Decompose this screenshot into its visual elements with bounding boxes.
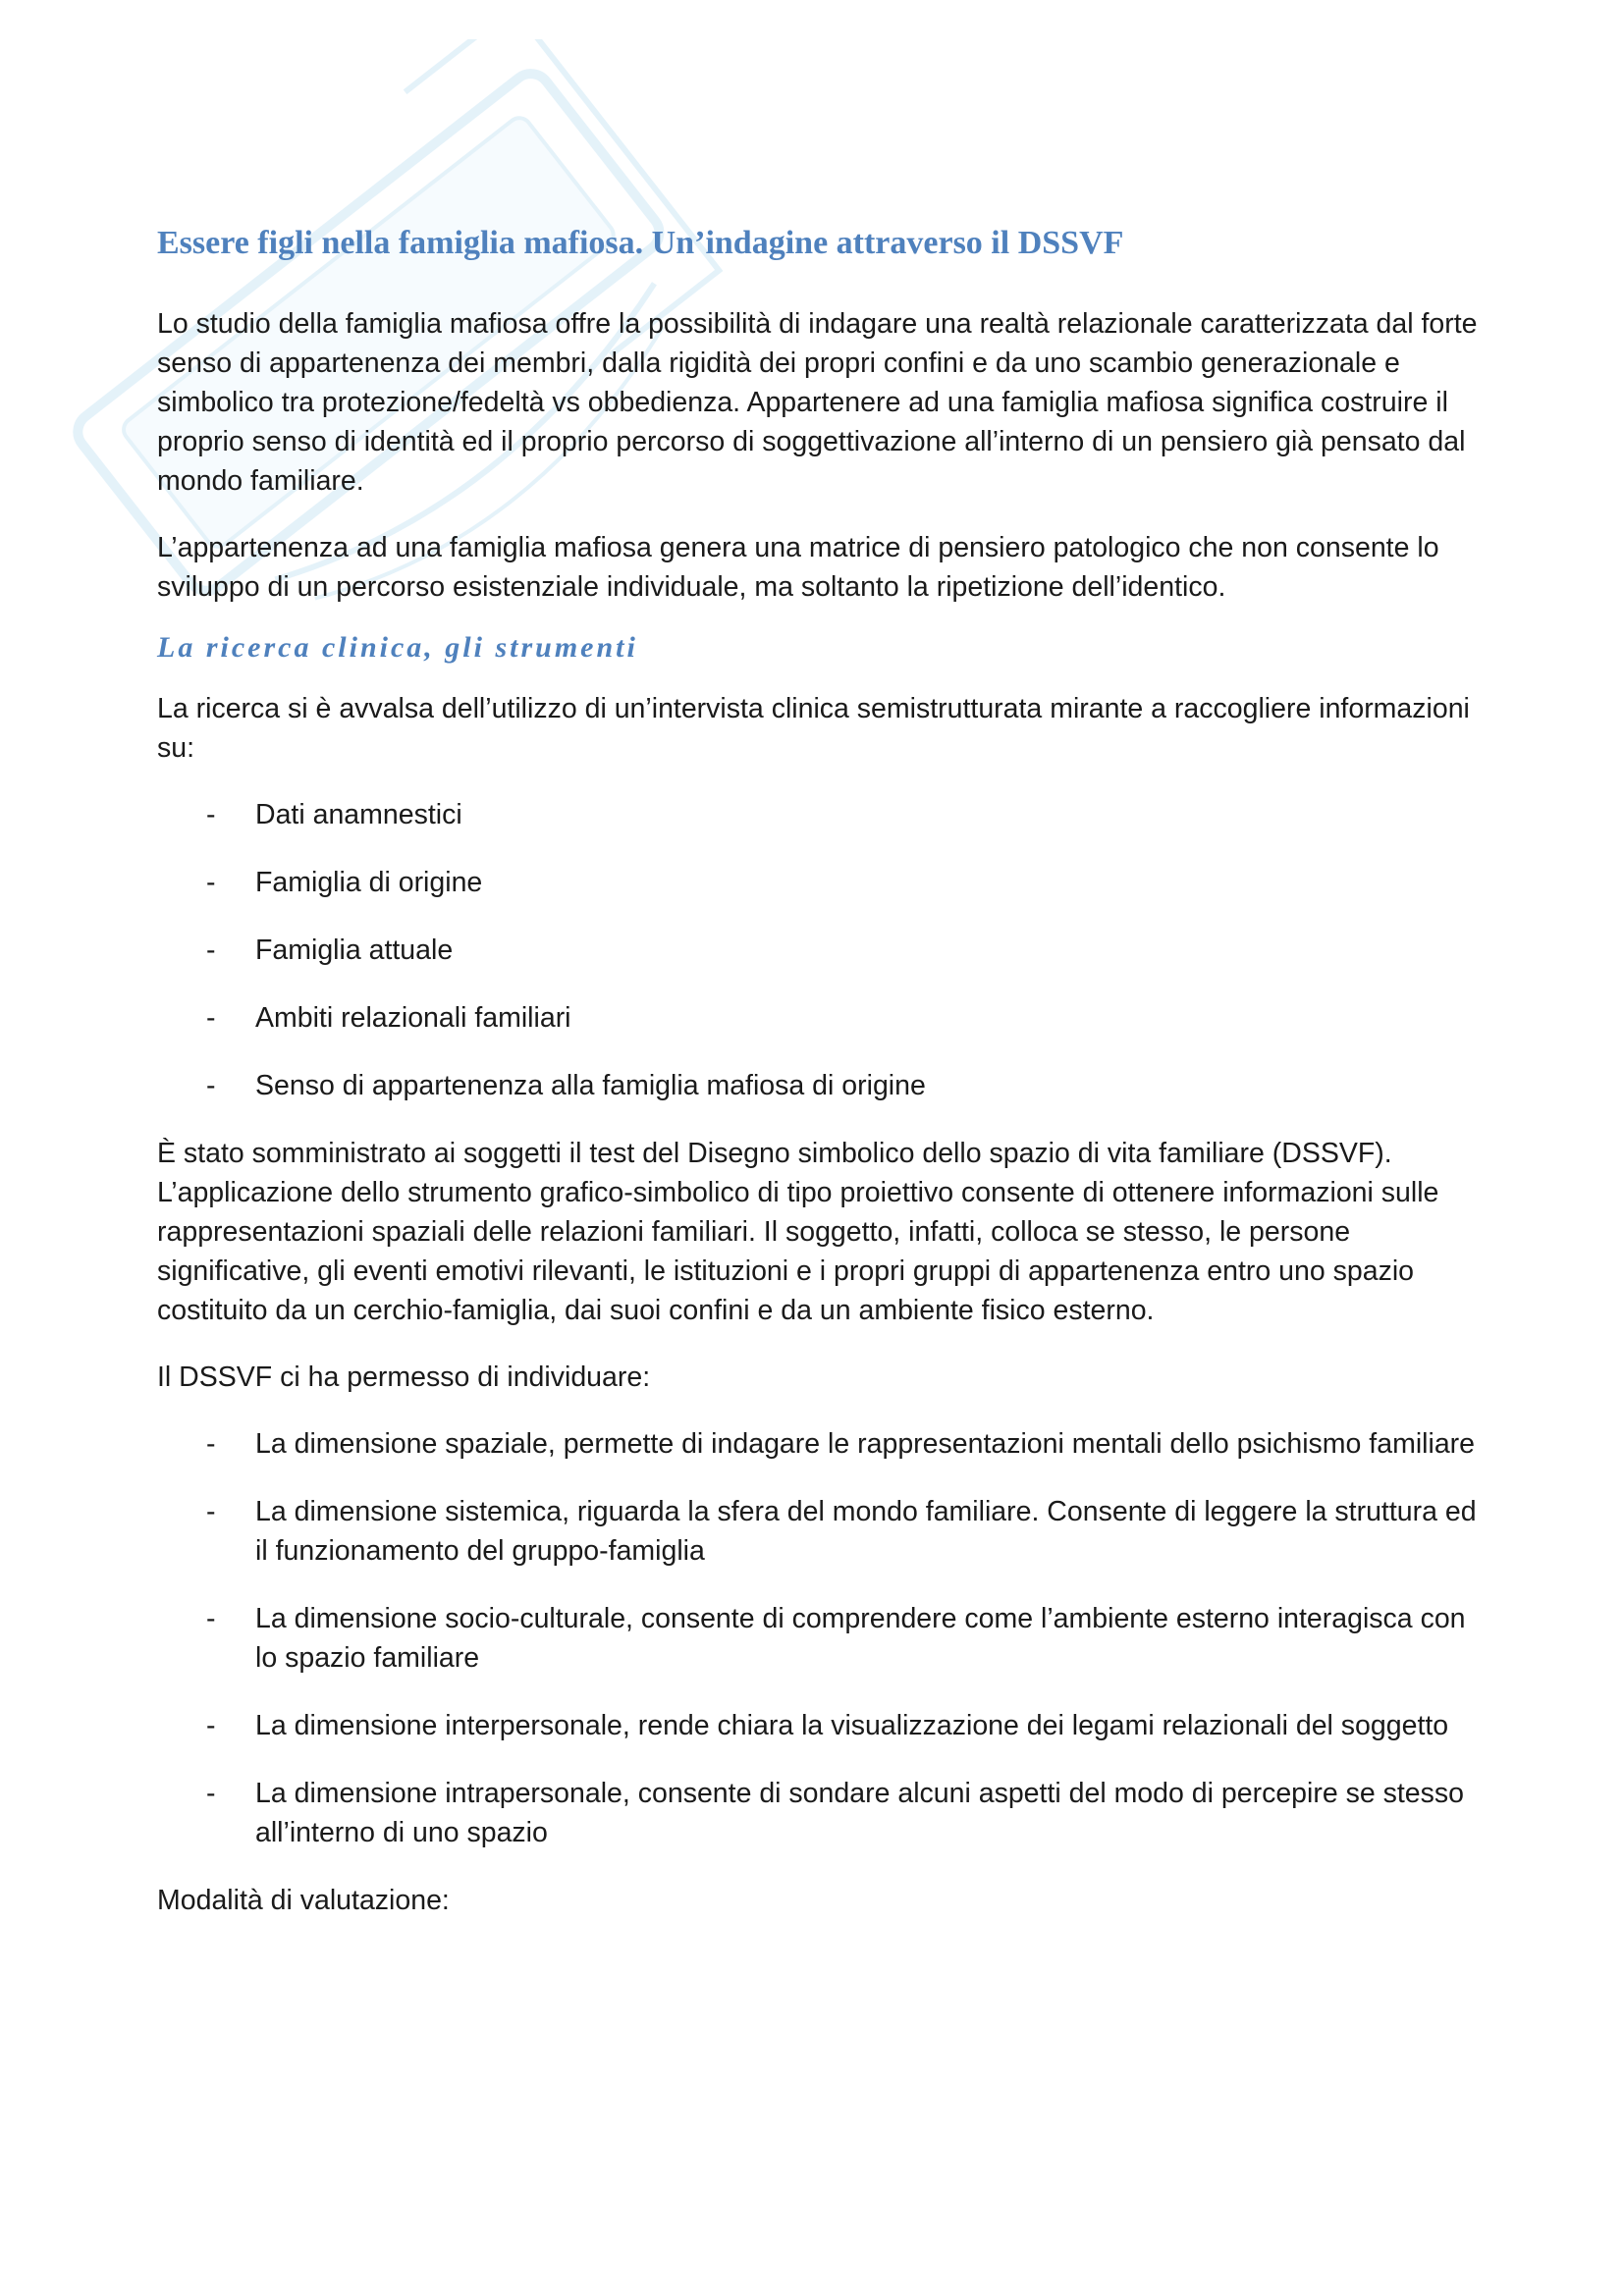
dash-marker: - xyxy=(206,934,216,966)
dash-marker: - xyxy=(206,867,216,898)
belonging-paragraph: L’appartenenza ad una famiglia mafiosa genera una matrice di pensiero patologico che non consente lo sviluppo di un percorso esistenziale individuale, ma soltanto la ripetizione dell’identico. xyxy=(157,532,1439,603)
dash-marker: - xyxy=(206,1710,216,1741)
document-content xyxy=(157,222,1492,1948)
list-item: - Famiglia attuale xyxy=(157,931,1492,970)
document-title: Essere figli nella famiglia mafiosa. Un’indagine attraverso il DSSVF xyxy=(157,225,1124,261)
dimensions-list xyxy=(157,1424,1492,1852)
dash-marker: - xyxy=(206,1778,216,1809)
section-subtitle: La ricerca clinica, gli strumenti xyxy=(157,631,638,664)
list-item: - La dimensione intrapersonale, consente di sondare alcuni aspetti del modo di percepire se stesso all’interno di uno spazio xyxy=(157,1774,1492,1852)
list-item: - La dimensione interpersonale, rende chiara la visualizzazione dei legami relazionali del soggetto xyxy=(157,1706,1492,1745)
interview-topics-list xyxy=(157,795,1492,1105)
dash-marker: - xyxy=(206,1428,216,1460)
list-item: - La dimensione sistemica, riguarda la sfera del mondo familiare. Consente di leggere la struttura ed il funzionamento del gruppo-famiglia xyxy=(157,1492,1492,1571)
research-paragraph: La ricerca si è avvalsa dell’utilizzo di un’intervista clinica semistrutturata mirante a raccogliere informazioni su: xyxy=(157,693,1470,764)
list-item: - Dati anamnestici xyxy=(157,795,1492,834)
list-item: - La dimensione spaziale, permette di indagare le rappresentazioni mentali dello psichismo familiare xyxy=(157,1424,1492,1464)
dash-marker: - xyxy=(206,1002,216,1034)
dssvf-paragraph: È stato somministrato ai soggetti il test del Disegno simbolico dello spazio di vita familiare (DSSVF). L’applicazione dello strumento grafico-simbolico di tipo proiettivo consente di ottenere informazioni sulle rappresentazioni spaziali delle relazioni familiari. Il soggetto, infatti, colloca se stesso, le persone significative, gli eventi emotivi rilevanti, le istituzioni e i propri gruppi di appartenenza entro uno spazio costituito da un cerchio-famiglia, dai suoi confini e da un ambiente fisico esterno. xyxy=(157,1138,1439,1326)
dash-marker: - xyxy=(206,1496,216,1527)
evaluation-paragraph: Modalità di valutazione: xyxy=(157,1885,450,1916)
list-item: - Senso di appartenenza alla famiglia mafiosa di origine xyxy=(157,1066,1492,1105)
list-item: - Ambiti relazionali familiari xyxy=(157,998,1492,1038)
dash-marker: - xyxy=(206,1070,216,1101)
dash-marker: - xyxy=(206,799,216,830)
dash-marker: - xyxy=(206,1603,216,1634)
list-item: - Famiglia di origine xyxy=(157,863,1492,902)
list-item: - La dimensione socio-culturale, consente di comprendere come l’ambiente esterno interagisca con lo spazio familiare xyxy=(157,1599,1492,1678)
dssvf-intro-paragraph: Il DSSVF ci ha permesso di individuare: xyxy=(157,1362,651,1393)
intro-paragraph: Lo studio della famiglia mafiosa offre la possibilità di indagare una realtà relazionale caratterizzata dal forte senso di appartenenza dei membri, dalla rigidità dei propri confini e da uno scambio generazionale e simbolico tra protezione/fedeltà vs obbedienza. Appartenere ad una famiglia mafiosa significa costruire il proprio senso di identità ed il proprio percorso di soggettivazione all’interno di un pensiero già pensato dal mondo familiare. xyxy=(157,308,1478,497)
